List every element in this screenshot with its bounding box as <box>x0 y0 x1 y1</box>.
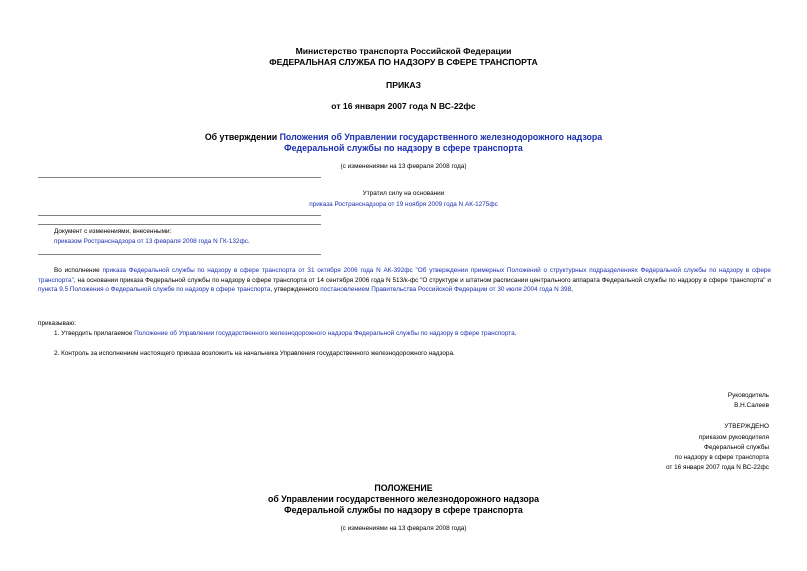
doc-title-line1 <box>0 132 807 143</box>
approved-line: Федеральной службы <box>704 444 769 451</box>
amendments-line: приказом Ространснадзора от 13 февраля 2008 года N ГК-132фс. <box>54 238 250 245</box>
order-word: приказываю: <box>38 320 76 327</box>
preamble-link-decree[interactable]: постановлением Правительства Российской Федерации от 30 июля 2004 года N 398 <box>320 286 572 293</box>
preamble-paragraph: Во исполнение приказа Федеральной службы по надзору в сфере транспорта от 31 октября 2006 года N АК-392фс "Об утверждении примерных Положений о структурных подразделениях Федеральной службы по надзору в сфере транспорта", на основании приказа Федеральной службы по надзору в сфере транспорта от 14 сентября 2006 года N 513/к-фс "О структуре и штатном расписании центрального аппарата Федеральной службы по надзору в сфере транспорта" и пункта 9.5 Положения о Федеральной службе по надзору в сфере транспорта, утвержденного постановлением Правительства Российской Федерации от 30 июля 2004 года N 398, <box>38 267 771 293</box>
title-link[interactable]: Положения об Управлении государственного железнодорожного надзора <box>279 132 603 142</box>
divider <box>38 224 321 225</box>
item-1-link[interactable]: Положение об Управлении государственного железнодорожного надзора Федеральной службы по надзору в сфере транспорта <box>134 330 515 337</box>
amendments-label: Документ с изменениями, внесенными: <box>54 228 172 235</box>
divider <box>38 254 321 255</box>
divider <box>38 177 321 178</box>
preamble-link-clause[interactable]: пункта 9.5 Положения о Федеральной службе по надзору в сфере транспорта <box>38 286 271 293</box>
doc-type: ПРИКАЗ <box>386 80 421 90</box>
item-1: 1. Утвердить прилагаемое Положение об Управлении государственного железнодорожного надзора Федеральной службы по надзору в сфере транспорта. <box>54 330 517 337</box>
ministry-name: Министерство транспорта Российской Федерации <box>295 46 512 56</box>
approved-line: от 16 января 2007 года N ВС-22фс <box>666 464 769 471</box>
regulation-subtitle-2: Федеральной службы по надзору в сфере транспорта <box>284 505 523 515</box>
approved-line: приказом руководителя <box>698 434 769 441</box>
doc-date-number: от 16 января 2007 года N ВС-22фс <box>331 101 476 111</box>
regulation-changes: (с изменениями на 13 февраля 2008 года) <box>340 525 467 532</box>
title-link-line2[interactable]: Федеральной службы по надзору в сфере транспорта <box>284 143 523 153</box>
divider <box>38 215 321 216</box>
preamble-link-order[interactable]: приказа Федеральной службы по надзору в сфере транспорта от 31 октября 2006 года N АК-392фс "Об утверждении примерных Положений о структурных подразделениях Федеральной службы по надзору в сфере транспорта" <box>38 267 771 284</box>
regulation-title: ПОЛОЖЕНИЕ <box>374 483 433 493</box>
changes-note: (с изменениями на 13 февраля 2008 года) <box>340 163 467 170</box>
approved-word: УТВЕРЖДЕНО <box>724 423 769 430</box>
amendments-link[interactable]: приказом Ространснадзора от 13 февраля 2008 года N ГК-132фс <box>54 238 248 245</box>
regulation-subtitle-1: об Управлении государственного железнодорожного надзора <box>267 494 540 504</box>
item-2: 2. Контроль за исполнением настоящего приказа возложить на начальника Управления государственного железнодорожного надзора. <box>54 350 455 357</box>
lost-force-label: Утратил силу на основании <box>362 190 445 197</box>
title-prefix: Об утверждении <box>204 132 280 142</box>
lost-force-link[interactable]: приказа Ространснадзора от 19 ноября 2009 года N АК-1275фс <box>309 201 498 208</box>
signature-role: Руководитель <box>727 392 769 399</box>
signature-name: В.Н.Салеев <box>734 402 769 409</box>
service-name: ФЕДЕРАЛЬНАЯ СЛУЖБА ПО НАДЗОРУ В СФЕРЕ ТРАНСПОРТА <box>269 57 538 67</box>
approved-line: по надзору в сфере транспорта <box>674 454 769 461</box>
